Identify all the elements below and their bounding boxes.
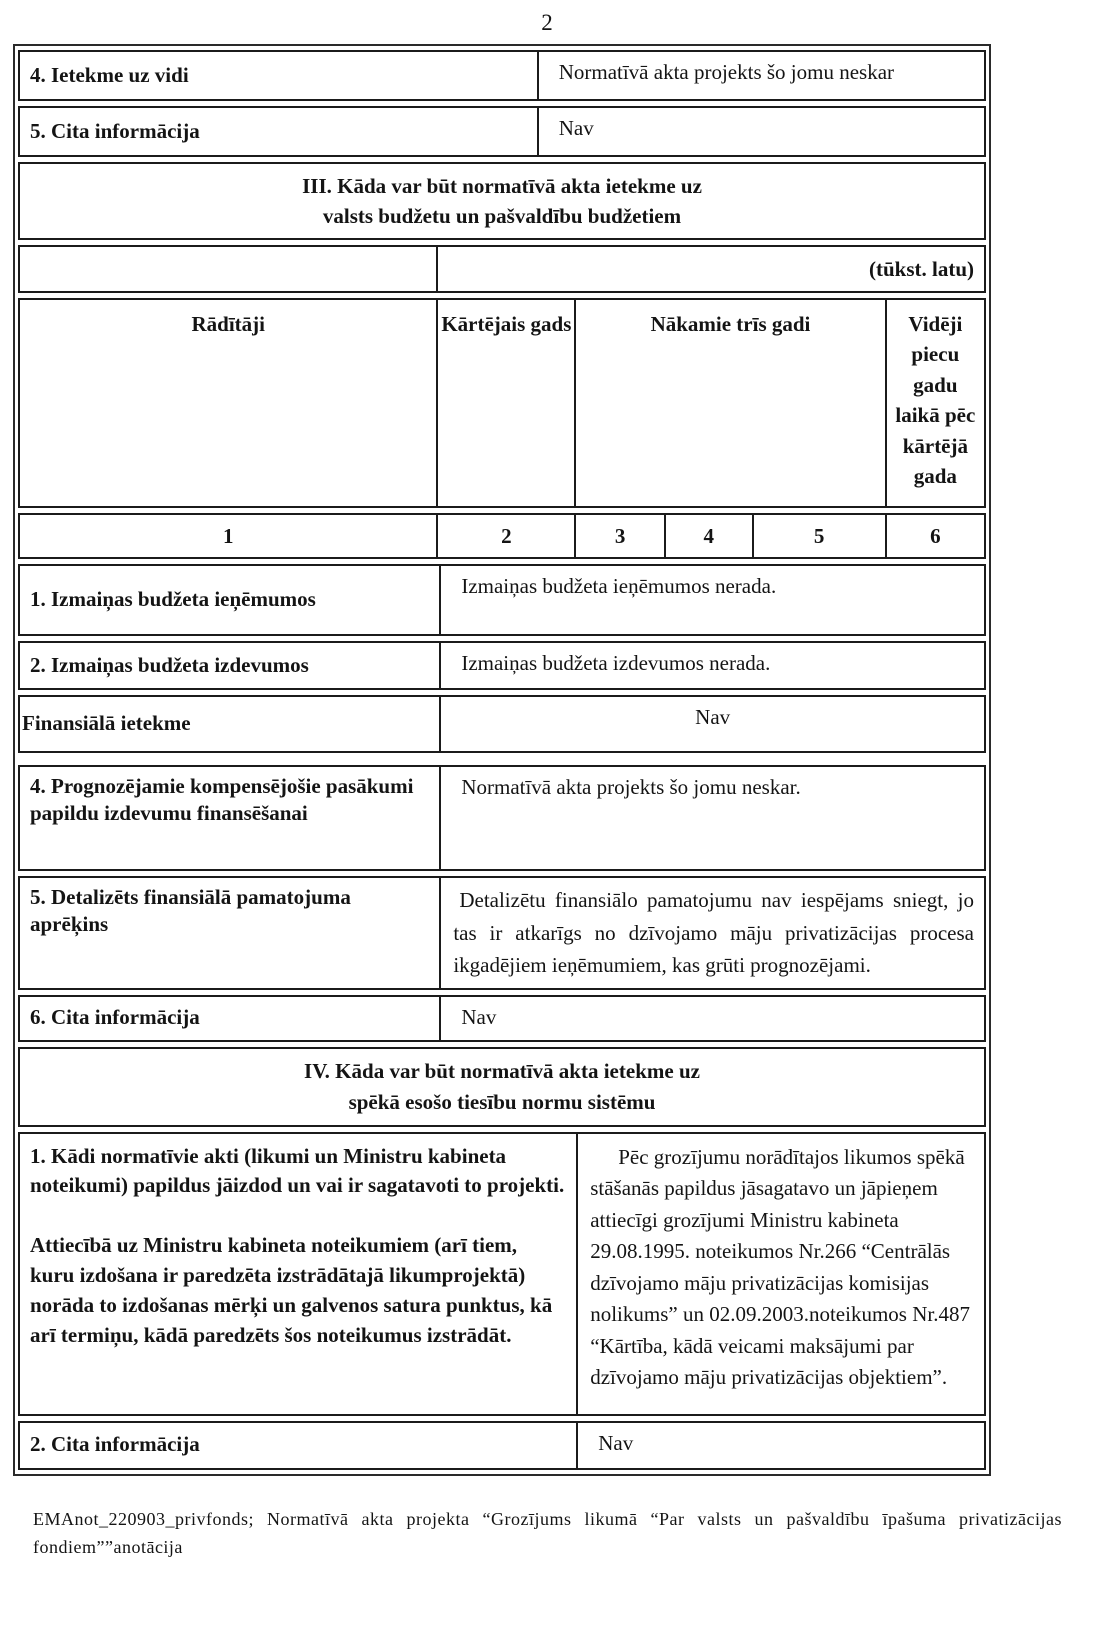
row2-label-cell — [20, 643, 439, 688]
row4-label-cell — [20, 767, 439, 869]
column-number-2: 2 — [436, 515, 574, 557]
row5-value: Detalizētu finansiālo pamatojumu nav iespējams sniegt, jo tas ir atkarīgs no dzīvojamo māju privatizācijas procesa ikgadējiem ieņēmumiem, kas grūti prognozējami. — [453, 888, 974, 978]
row-cita-top-label-cell — [20, 108, 537, 155]
row-ietekme-value-cell — [537, 52, 984, 99]
units-note: (tūkst. latu) — [436, 247, 984, 291]
column-number-3: 3 — [574, 515, 664, 557]
row6-value-cell — [439, 997, 984, 1040]
units-row-empty-cell — [20, 247, 436, 291]
page-number: 2 — [541, 10, 553, 35]
row5-label: 5. Detalizēts finansiālā pamatojuma aprēķins — [30, 885, 351, 937]
section-iv-title-line1: IV. Kāda var būt normatīvā akta ietekme uz — [304, 1059, 700, 1084]
row-finansiala-ietekme — [18, 695, 986, 753]
row1-label: 1. Izmaiņas budžeta ieņēmumos — [30, 587, 316, 612]
section-iii-title-block — [18, 162, 986, 240]
column-number-4: 4 — [664, 515, 752, 557]
section-iv-title-line2: spēkā esošo tiesību normu sistēmu — [348, 1089, 656, 1114]
row2-value-cell — [439, 643, 984, 688]
section-iii-title — [20, 164, 984, 238]
row-iv2-value: Nav — [598, 1430, 634, 1455]
section-iii-title-line2: valsts budžetu un pašvaldību budžetiem — [322, 204, 682, 228]
row2-value: Izmaiņas budžeta izdevumos nerada. — [461, 651, 771, 675]
table-header-row — [18, 298, 986, 508]
row-cita-top-value-cell — [537, 108, 984, 155]
row1-value: Izmaiņas budžeta ieņēmumos nerada. — [461, 574, 777, 598]
row-ietekme-uz-vidi — [18, 50, 986, 101]
header-next-three-years: Nākamie trīs gadi — [574, 300, 884, 506]
section-iv-title — [20, 1049, 984, 1125]
row-ietekme-value: Normatīvā akta projekts šo jomu neskar — [558, 60, 895, 84]
footer-note: EMAnot_220903_privfonds; Normatīvā akta projekta “Grozījums likumā “Par valsts un pašvaldību īpašuma privatizācijas fondiem””anotācija — [33, 1508, 1062, 1557]
row-cita-informacija-top — [18, 106, 986, 157]
row-ietekme-label-cell — [20, 52, 537, 99]
row-iv2-label: 2. Cita informācija — [30, 1432, 200, 1457]
column-number-1: 1 — [222, 523, 234, 548]
row-detalizets-aprekins — [18, 876, 986, 990]
section-iv-title-block — [18, 1047, 986, 1127]
row-cita-top-value: Nav — [558, 116, 594, 140]
row-izmainas-izdevumos — [18, 641, 986, 690]
row-iv2-label-cell — [20, 1423, 576, 1468]
row5-value-cell — [439, 878, 984, 988]
header-avg-five-years: Vidēji piecu gadu laikā pēc kārtējā gada — [885, 300, 984, 506]
row-finansiala-label-cell — [20, 697, 439, 751]
row-iv1-label-para2: Attiecībā uz Ministru kabineta noteikumiem (arī tiem, kuru izdošana ir paredzēta izstrādātajā likumprojektā) norāda to izdošanas mērķi un galvenos satura punktus, kā arī termiņu, kādā paredzēts šos noteikumus izstrādāt. — [30, 1233, 553, 1347]
section-iii-title-line1: III. Kāda var būt normatīvā akta ietekme uz — [302, 173, 702, 198]
row1-label-cell — [20, 566, 439, 634]
column-numbers-row — [18, 513, 986, 559]
row6-label: 6. Cita informācija — [30, 1005, 200, 1030]
row5-label-cell — [20, 878, 439, 988]
row-finansiala-label: Finansiālā ietekme — [22, 711, 191, 736]
row4-value: Normatīvā akta projekts šo jomu neskar. — [461, 775, 801, 799]
row-ietekme-label: 4. Ietekme uz vidi — [30, 62, 189, 87]
row-iv1-value: Pēc grozījumu norādītajos likumos spēkā stāšanās papildus jāsagatavo un jāpieņem attiecīgi grozījumi Ministru kabineta 29.08.1995. noteikumos Nr.266 “Centrālās dzīvojamo māju privatizācijas komisijas nolikums” un 02.09.2003.noteikumos Nr.487 “Kārtība, kādā veicami maksājumi par dzīvojamo māju privatizācijas objektiem”. — [590, 1144, 970, 1390]
row-iv1-label-para1: 1. Kādi normatīvie akti (likumi un Ministru kabineta noteikumi) papildus jāizdod un vai ir sagatavoti to projekti. — [30, 1143, 565, 1198]
row-iv1-value-cell — [576, 1134, 984, 1414]
units-row — [18, 245, 986, 293]
row6-label-cell — [20, 997, 439, 1040]
row-iv2-value-cell — [576, 1423, 984, 1468]
row1-value-cell — [439, 566, 984, 634]
row-finansiala-value-cell — [439, 697, 984, 751]
header-current-year: Kārtējais gads — [436, 300, 574, 506]
row-iv1-label — [20, 1134, 576, 1357]
row-cita-top-label: 5. Cita informācija — [30, 118, 200, 143]
row-izmainas-ienemumos — [18, 564, 986, 636]
row-prognozejamie — [18, 765, 986, 871]
column-number-5: 5 — [752, 515, 885, 557]
row-cita-informacija-iii — [18, 995, 986, 1042]
row6-value: Nav — [461, 1004, 497, 1029]
column-number-6: 6 — [885, 515, 984, 557]
row-iv1-value-wrap — [578, 1134, 984, 1402]
row-finansiala-value: Nav — [695, 705, 731, 729]
row2-label: 2. Izmaiņas budžeta izdevumos — [30, 652, 309, 677]
row4-value-cell — [439, 767, 984, 869]
header-indicators: Rādītāji — [191, 312, 265, 336]
row-iv1-label-cell — [20, 1134, 576, 1414]
row-cita-informacija-iv — [18, 1421, 986, 1470]
annotation-table — [13, 44, 991, 1476]
row4-label: 4. Prognozējamie kompensējošie pasākumi papildu izdevumu finansēšanai — [30, 774, 414, 826]
row-normativie-akti — [18, 1132, 986, 1416]
